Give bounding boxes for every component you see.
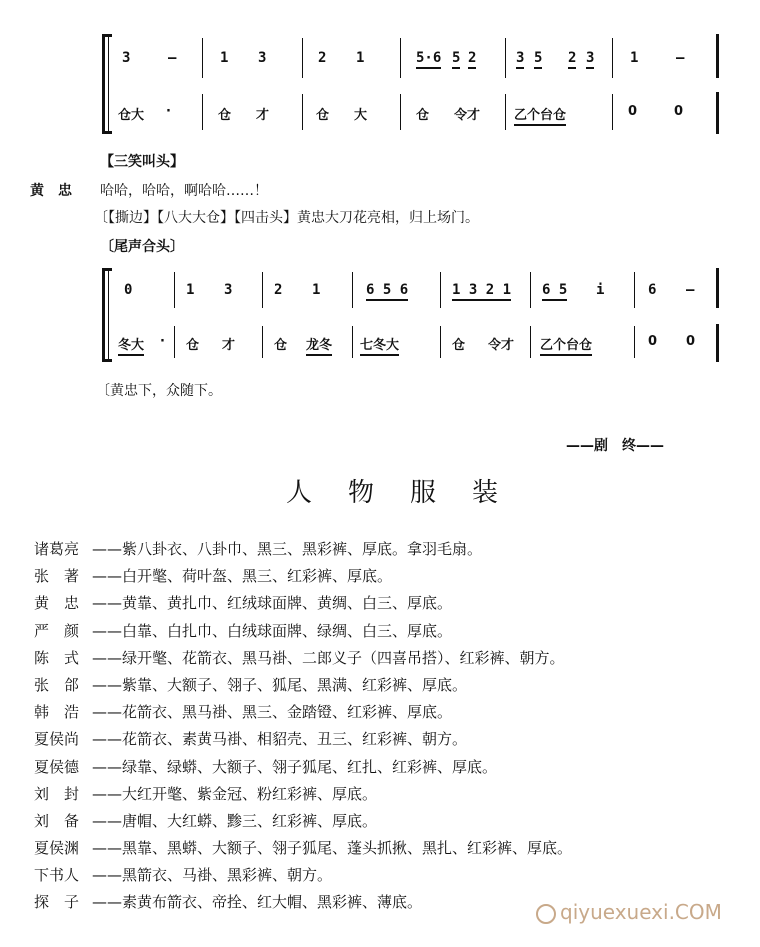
note: 1 3 2 1 xyxy=(452,282,511,301)
dialogue-line: 哈哈，哈哈，啊哈哈……！ xyxy=(100,183,268,199)
percussion: 仓 xyxy=(452,338,466,353)
note: – xyxy=(676,50,685,66)
note: i xyxy=(596,282,605,298)
costume-row xyxy=(34,808,734,835)
costume-role: 下书人 xyxy=(34,866,80,885)
costume-description: ——花箭衣、素黄马褂、相貂壳、丑三、红彩裤、朝方。 xyxy=(92,730,468,749)
percussion: 仓大 xyxy=(118,108,145,123)
note: 6 xyxy=(648,282,657,298)
percussion: 仓 xyxy=(416,108,430,123)
costume-row xyxy=(34,672,734,699)
costume-row xyxy=(34,726,734,753)
costume-description: ——素黄布箭衣、帝拴、红大帽、黑彩裤、薄底。 xyxy=(92,893,423,912)
note: 6 5 xyxy=(542,282,567,301)
note: 5 xyxy=(534,50,542,69)
note: – xyxy=(686,282,695,298)
percussion: 龙冬 xyxy=(306,334,332,356)
score-system-1 xyxy=(0,34,760,134)
costume-description: ——黑箭衣、马褂、黑彩裤、朝方。 xyxy=(92,866,333,885)
watermark-logo-icon xyxy=(536,904,556,924)
percussion: 才 xyxy=(256,108,270,123)
costume-description: ——绿开氅、花箭衣、黑马褂、二郎义子（四喜吊搭）、红彩裤、朝方。 xyxy=(92,648,565,667)
note: 3 xyxy=(516,50,524,69)
percussion: 令才 xyxy=(454,108,481,123)
costume-description: ——唐帽、大红蟒、黪三、红彩裤、厚底。 xyxy=(92,811,378,830)
costume-list xyxy=(34,536,734,918)
costume-row xyxy=(34,590,734,617)
note: 0 xyxy=(124,282,133,298)
note: 2 xyxy=(318,50,327,66)
costume-row xyxy=(34,835,734,862)
percussion: 仓 xyxy=(274,338,288,353)
score-system-2 xyxy=(0,268,760,362)
watermark xyxy=(536,900,722,924)
percussion: 大 xyxy=(354,108,368,123)
stage-direction: 〔黄忠下，众随下。 xyxy=(96,383,222,399)
costume-role: 刘 封 xyxy=(34,784,80,803)
note: 1 xyxy=(356,50,365,66)
costume-role: 严 颜 xyxy=(34,621,80,640)
percussion: 0 xyxy=(686,334,696,349)
costume-description: ——黄靠、黄扎巾、红绒球面牌、黄绸、白三、厚底。 xyxy=(92,594,453,613)
costume-row xyxy=(34,536,734,563)
percussion: 七冬大 xyxy=(360,334,399,356)
note: 2 xyxy=(568,50,576,69)
note: 6 5 6 xyxy=(366,282,408,301)
costume-role: 张 著 xyxy=(34,567,80,586)
end-mark: ——剧 终—— xyxy=(566,438,664,454)
percussion: 乙个台仓 xyxy=(540,334,592,356)
costume-role: 黄 忠 xyxy=(34,594,80,613)
percussion: · xyxy=(160,334,165,349)
costume-role: 陈 式 xyxy=(34,648,80,667)
percussion: 仓 xyxy=(186,338,200,353)
note: 2 xyxy=(274,282,283,298)
costume-row xyxy=(34,699,734,726)
costume-description: ——花箭衣、黑马褂、黑三、金踏镫、红彩裤、厚底。 xyxy=(92,703,453,722)
note: – xyxy=(168,50,177,66)
system-bracket-left xyxy=(102,268,105,362)
note: 5·6 xyxy=(416,50,441,69)
note: 1 xyxy=(220,50,229,66)
cue-label: 【三笑叫头】 xyxy=(100,154,184,170)
costume-role: 夏侯德 xyxy=(34,757,80,776)
section-title: 人物服装 xyxy=(286,478,535,508)
costume-row xyxy=(34,563,734,590)
costume-row xyxy=(34,645,734,672)
percussion: 仓 xyxy=(316,108,330,123)
percussion: · xyxy=(166,104,171,119)
costume-row xyxy=(34,754,734,781)
percussion: 令才 xyxy=(488,338,515,353)
speaker-name: 黄 忠 xyxy=(30,183,72,199)
costume-description: ——黑靠、黑蟒、大额子、翎子狐尾、蓬头抓揪、黑扎、红彩裤、厚底。 xyxy=(92,839,573,858)
costume-description: ——白靠、白扎巾、白绒球面牌、绿绸、白三、厚底。 xyxy=(92,621,453,640)
watermark-text: qiyuexuexi.COM xyxy=(560,900,722,924)
costume-role: 韩 浩 xyxy=(34,703,80,722)
percussion: 冬大 xyxy=(118,334,144,356)
stage-direction: 〔【撕边】【八大大仓】【四击头】黄忠大刀花亮相，归上场门。 xyxy=(94,210,479,226)
system-bracket-right xyxy=(716,34,719,78)
note: 1 xyxy=(630,50,639,66)
costume-description: ——大红开氅、紫金冠、粉红彩裤、厚底。 xyxy=(92,784,378,803)
costume-row xyxy=(34,618,734,645)
note: 5 xyxy=(452,50,460,69)
costume-row xyxy=(34,781,734,808)
note: 1 xyxy=(186,282,195,298)
percussion: 0 xyxy=(674,104,684,119)
percussion: 0 xyxy=(648,334,658,349)
costume-description: ——白开氅、荷叶盔、黑三、红彩裤、厚底。 xyxy=(92,567,393,586)
note: 2 xyxy=(468,50,476,69)
costume-description: ——紫靠、大额子、翎子、狐尾、黑满、红彩裤、厚底。 xyxy=(92,675,468,694)
costume-role: 张 郃 xyxy=(34,675,80,694)
cue-label: 〔尾声合头〕 xyxy=(100,239,184,255)
note: 3 xyxy=(122,50,131,66)
note: 3 xyxy=(258,50,267,66)
costume-row xyxy=(34,862,734,889)
costume-role: 探 子 xyxy=(34,893,80,912)
costume-role: 刘 备 xyxy=(34,811,80,830)
percussion: 才 xyxy=(222,338,236,353)
note: 1 xyxy=(312,282,321,298)
percussion: 仓 xyxy=(218,108,232,123)
percussion: 乙个台仓 xyxy=(514,104,566,126)
costume-description: ——绿靠、绿蟒、大额子、翎子狐尾、红扎、红彩裤、厚底。 xyxy=(92,757,498,776)
note: 3 xyxy=(586,50,594,69)
note: 3 xyxy=(224,282,233,298)
costume-role: 诸葛亮 xyxy=(34,540,80,558)
system-bracket-left xyxy=(102,34,105,134)
system-bracket-right xyxy=(716,268,719,308)
percussion: 0 xyxy=(628,104,638,119)
costume-description: ——紫八卦衣、八卦巾、黑三、黑彩裤、厚底。拿羽毛扇。 xyxy=(92,540,483,558)
costume-role: 夏侯尚 xyxy=(34,730,80,749)
costume-role: 夏侯渊 xyxy=(34,839,80,858)
